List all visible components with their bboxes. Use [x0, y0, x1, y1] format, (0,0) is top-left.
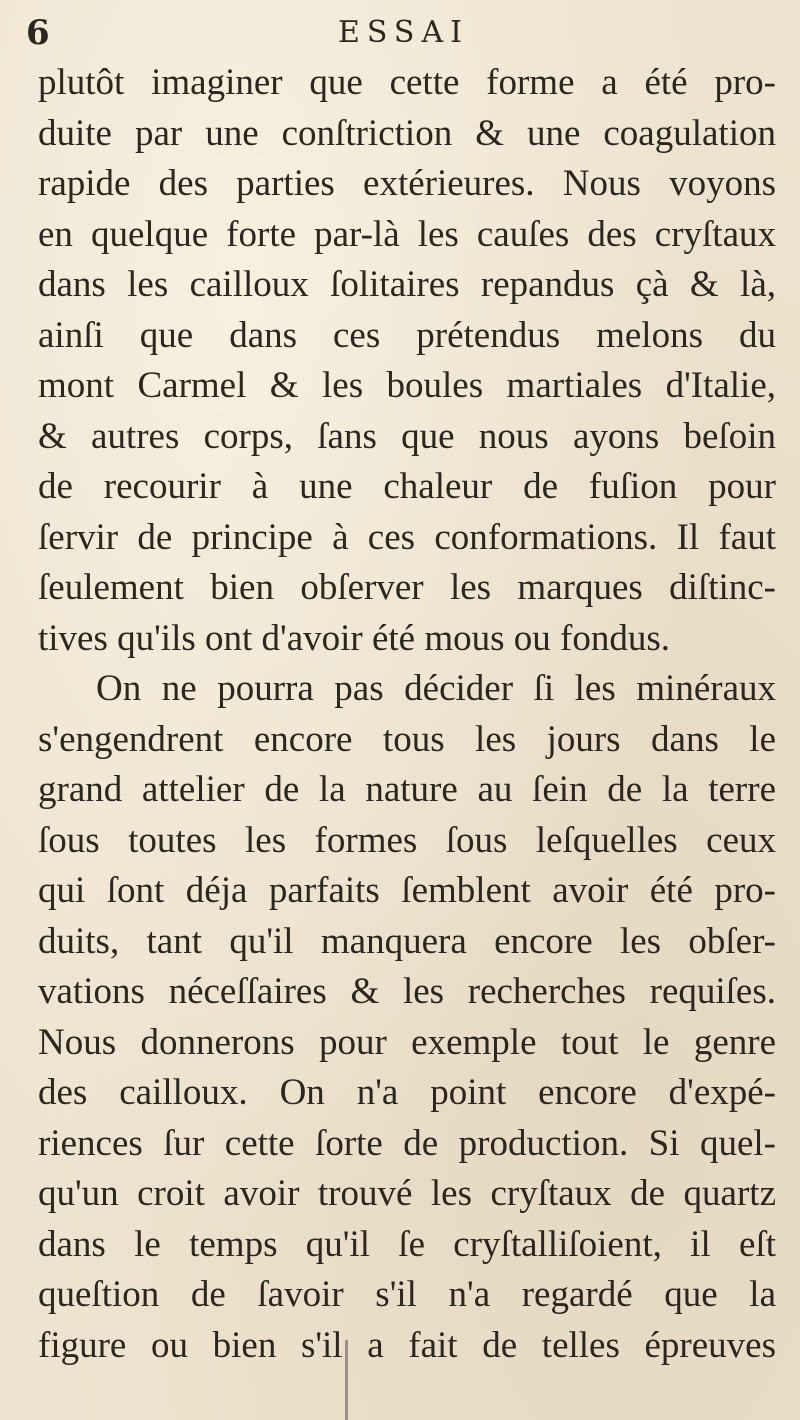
text-line: des cailloux. On n'a point encore d'expé- — [38, 1072, 776, 1113]
text-line: & autres corps, ſans que nous ayons beſoin — [38, 415, 776, 457]
body-text — [38, 58, 776, 1371]
text-line: Nous donnerons pour exemple tout le genre — [38, 1021, 776, 1063]
text-line: en quelque forte par-là les cauſes des cryſtaux — [38, 213, 776, 255]
paragraph-2 — [38, 664, 776, 1371]
text-line: tives qu'ils ont d'avoir été mous ou fondus. — [38, 617, 670, 659]
ink-stroke-mark — [345, 1340, 348, 1420]
text-line: de recourir à une chaleur de fuſion pour — [38, 466, 776, 507]
text-line: riences ſur cette ſorte de production. Si quel- — [38, 1122, 776, 1164]
text-line: ſeulement bien obſerver les marques diſtinc- — [38, 567, 776, 608]
text-line: mont Carmel & les boules martiales d'Italie, — [38, 365, 776, 406]
page-number: 6 — [26, 13, 50, 53]
text-line: queſtion de ſavoir s'il n'a regardé que la — [38, 1274, 776, 1315]
text-line: plutôt imaginer que cette forme a été pro- — [38, 62, 776, 103]
running-title: ESSAI — [338, 15, 469, 50]
paragraph-1 — [38, 58, 776, 664]
text-line: qui ſont déja parfaits ſemblent avoir été pro- — [38, 870, 776, 911]
text-line: s'engendrent encore tous les jours dans le — [38, 718, 776, 760]
text-line: ſous toutes les formes ſous leſquelles ceux — [38, 819, 776, 861]
text-line: ainſi que dans ces prétendus melons du — [38, 314, 776, 356]
text-line: qu'un croit avoir trouvé les cryſtaux de quartz — [38, 1173, 776, 1214]
text-line: figure ou bien s'il a fait de telles épreuves — [38, 1324, 776, 1366]
text-line: duits, tant qu'il manquera encore les obſer- — [38, 920, 776, 962]
text-line: rapide des parties extérieures. Nous voyons — [38, 163, 776, 204]
text-line: ſervir de principe à ces conformations. Il faut — [38, 516, 776, 558]
text-line: grand attelier de la nature au ſein de la terre — [38, 769, 776, 810]
page-header — [0, 8, 800, 58]
text-line: On ne pourra pas décider ſi les minéraux — [96, 668, 776, 709]
text-line: vations néceſſaires & les recherches requiſes. — [38, 971, 776, 1012]
text-line: dans le temps qu'il ſe cryſtalliſoient, il eſt — [38, 1223, 776, 1265]
text-line: dans les cailloux ſolitaires repandus çà & là, — [38, 264, 776, 305]
text-line: duite par une conſtriction & une coagulation — [38, 112, 776, 154]
